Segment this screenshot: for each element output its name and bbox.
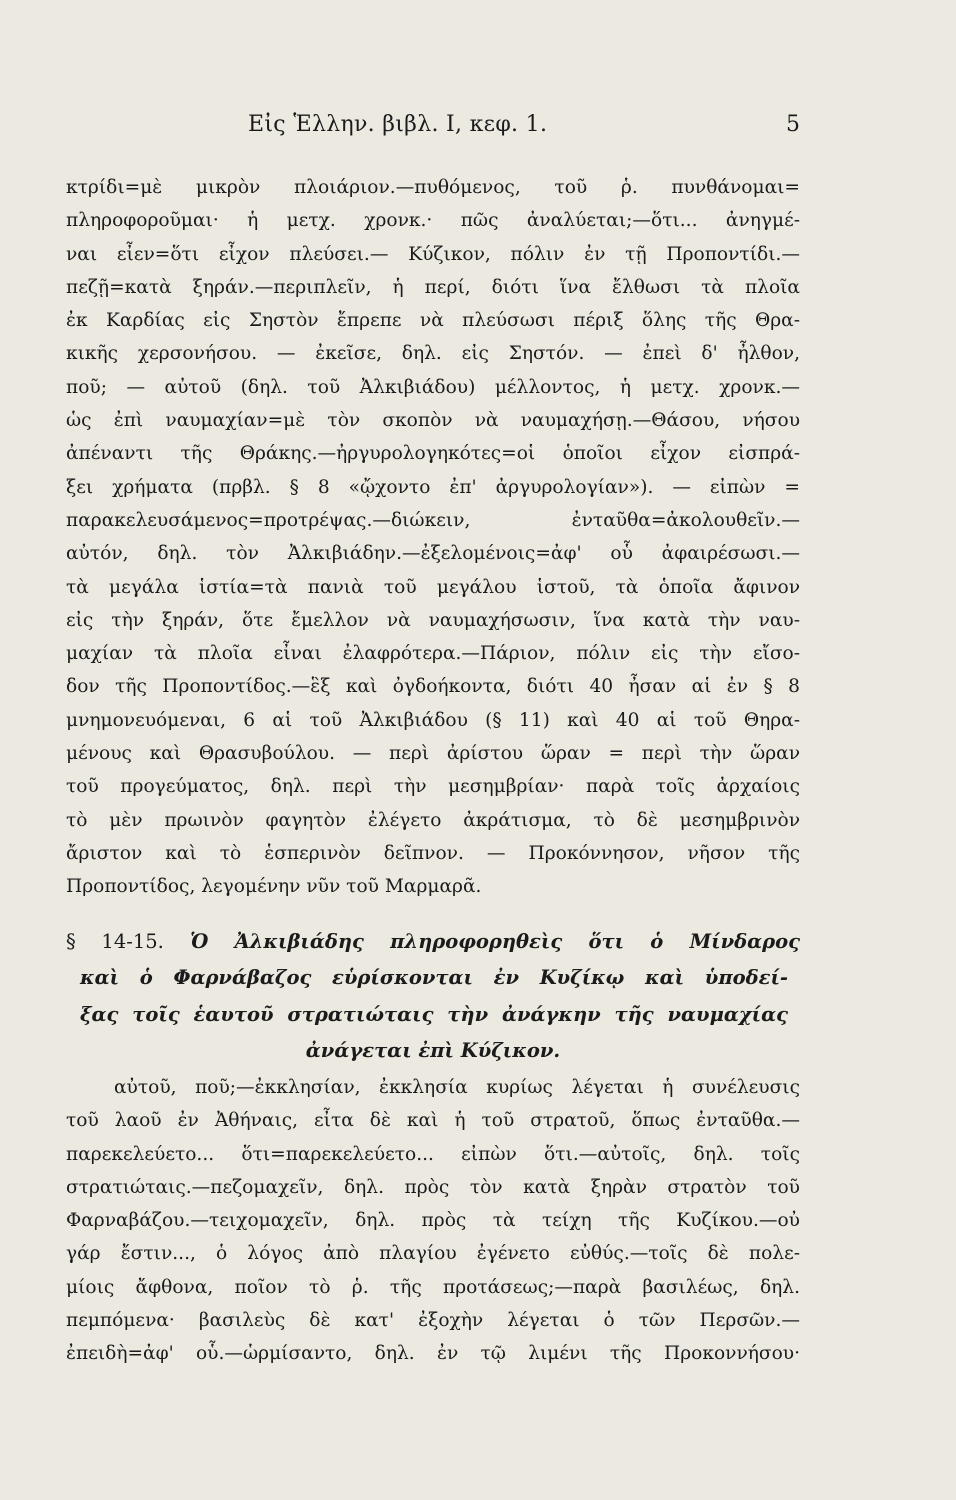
text-line: ἐπειδὴ=ἀφ' οὗ.—ὡρμίσαντο, δηλ. ἐν τῷ λιμένι τῆς Προκοννήσου· [66,1343,800,1365]
text-line: Φαρναβάζου.—τειχομαχεῖν, δηλ. πρὸς τὰ τείχη τῆς Κυζίκου.—οὐ [66,1210,800,1232]
running-header [0,112,956,146]
text-line: κτρίδι=μὲ μικρὸν πλοιάριον.—πυθόμενος, τοῦ ῥ. πυνθάνομαι= [66,177,800,198]
text-line: εἰς τὴν ξηράν, ὅτε ἔμελλον νὰ ναυμαχήσωσιν, ἵνα κατὰ τὴν ναυ- [66,609,800,631]
running-title: Εἰς Ἑλλην. βιβλ. Ι, κεφ. 1. [248,112,548,137]
text-line: πεμπόμενα· βασιλεὺς δὲ κατ' ἐξοχὴν λέγεται ὁ τῶν Περσῶν.— [66,1310,800,1332]
text-line: πληροφοροῦμαι· ἡ μετχ. χρονκ.· πῶς ἀναλύεται;—ὅτι... ἀνηγμέ- [66,210,800,232]
text-line: στρατιώταις.—πεζομαχεῖν, δηλ. πρὸς τὸν κατὰ ξηρὰν στρατὸν τοῦ [66,1176,800,1198]
text-line: μαχίαν τὰ πλοῖα εἶναι ἐλαφρότερα.—Πάριον, πόλιν εἰς τὴν εἴσο- [66,643,800,665]
commentary-block-1 [66,171,800,904]
text-line: μνημονευόμεναι, 6 αἱ τοῦ Ἀλκιβιάδου (§ 11) καὶ 40 αἱ τοῦ Θηρα- [66,709,800,731]
text-line: τοῦ λαοῦ ἐν Ἀθήναις, εἶτα δὲ καὶ ἡ τοῦ στρατοῦ, ὅπως ἐνταῦθα.— [66,1110,800,1132]
text-line: μένους καὶ Θρασυβούλου. — περὶ ἀρίστου ὥραν = περὶ τὴν ὥραν [66,743,800,765]
heading-line: καὶ ὁ Φαρνάβαζος εὑρίσκονται ἐν Κυζίκῳ καὶ ὑποδεί- [80,966,788,990]
text-line: γάρ ἔστιν..., ὁ λόγος ἀπὸ πλαγίου ἐγένετο εὐθύς.—τοῖς δὲ πολε- [66,1243,800,1265]
text-line: μίοις ἄφθονα, ποῖον τὸ ῥ. τῆς προτάσεως;—παρὰ βασιλέως, δηλ. [66,1276,800,1298]
text-line: παρεκελεύετο... ὅτι=παρεκελεύετο... εἰπὼν ὅτι.—αὐτοῖς, δηλ. τοῖς [66,1143,800,1165]
heading-line [66,924,800,960]
page-number: 5 [786,112,800,137]
text-line: τοῦ προγεύματος, δηλ. περὶ τὴν μεσημβρίαν· παρὰ τοῖς ἀρχαίοις [66,776,800,798]
text-line: ναι εἶεν=ὅτι εἶχον πλεύσει.— Κύζικον, πόλιν ἐν τῇ Προποντίδι.— [66,243,800,265]
text-line: κικῆς χερσονήσου. — ἐκεῖσε, δηλ. εἰς Σηστόν. — ἐπεὶ δ' ἦλθον, [66,343,800,365]
text-line: αὐτόν, δηλ. τὸν Ἀλκιβιάδην.—ἐξελομένοις=ἀφ' οὗ ἀφαιρέσωσι.— [66,543,800,565]
commentary-block-2 [66,1071,800,1371]
text-line: αὐτοῦ, ποῦ;—ἐκκλησίαν, ἐκκλησία κυρίως λέγεται ἡ συνέλευσις [114,1077,800,1098]
text-line: ἀπέναντι τῆς Θράκης.—ἠργυρολογηκότες=οἱ ὁποῖοι εἶχον εἰσπρά- [66,443,800,465]
text-line: ἐκ Καρδίας εἰς Σηστὸν ἔπρεπε νὰ πλεύσωσι πέριξ ὅλης τῆς Θρα- [66,310,800,332]
text-line: πεζῇ=κατὰ ξηράν.—περιπλεῖν, ἡ περί, διότι ἵνα ἔλθωσι τὰ πλοῖα [66,276,800,298]
heading-line: ξας τοῖς ἑαυτοῦ στρατιώταις τὴν ἀνάγκην τῆς ναυμαχίας [80,1002,788,1026]
text-line: Προποντίδος, λεγομένην νῦν τοῦ Μαρμαρᾶ. [66,876,482,898]
heading-text: Ὁ Ἀλκιβιάδης πληροφορηθεὶς ὅτι ὁ Μίνδαρος [190,930,800,953]
section-heading [66,924,800,1069]
text-line: παρακελευσάμενος=προτρέψας.—διώκειν, ἐνταῦθα=ἀκολουθεῖν.— [66,509,800,531]
text-line: ξει χρήματα (πρβλ. § 8 «ᾤχοντο ἐπ' ἀργυρολογίαν»). — εἰπὼν = [66,476,800,498]
text-line: ἄριστον καὶ τὸ ἑσπερινὸν δεῖπνον. — Προκόννησον, νῆσον τῆς [66,842,800,864]
text-line: ὡς ἐπὶ ναυμαχίαν=μὲ τὸν σκοπὸν νὰ ναυμαχήσῃ.—Θάσου, νήσου [66,410,800,432]
text-line: δον τῆς Προποντίδος.—ἓξ καὶ ὀγδοήκοντα, διότι 40 ἦσαν αἱ ἐν § 8 [66,676,800,698]
text-line: τὰ μεγάλα ἱστία=τὰ πανιὰ τοῦ μεγάλου ἱστοῦ, τὰ ὁποῖα ἄφινον [66,576,800,598]
text-line: ποῦ; — αὐτοῦ (δηλ. τοῦ Ἀλκιβιάδου) μέλλοντος, ἡ μετχ. χρονκ.— [66,376,800,398]
heading-line: ἀνάγεται ἐπὶ Κύζικον. [305,1038,561,1062]
text-line: τὸ μὲν πρωινὸν φαγητὸν ἐλέγετο ἀκράτισμα, τὸ δὲ μεσημβρινὸν [66,809,800,831]
section-label: § 14-15. [66,930,164,953]
